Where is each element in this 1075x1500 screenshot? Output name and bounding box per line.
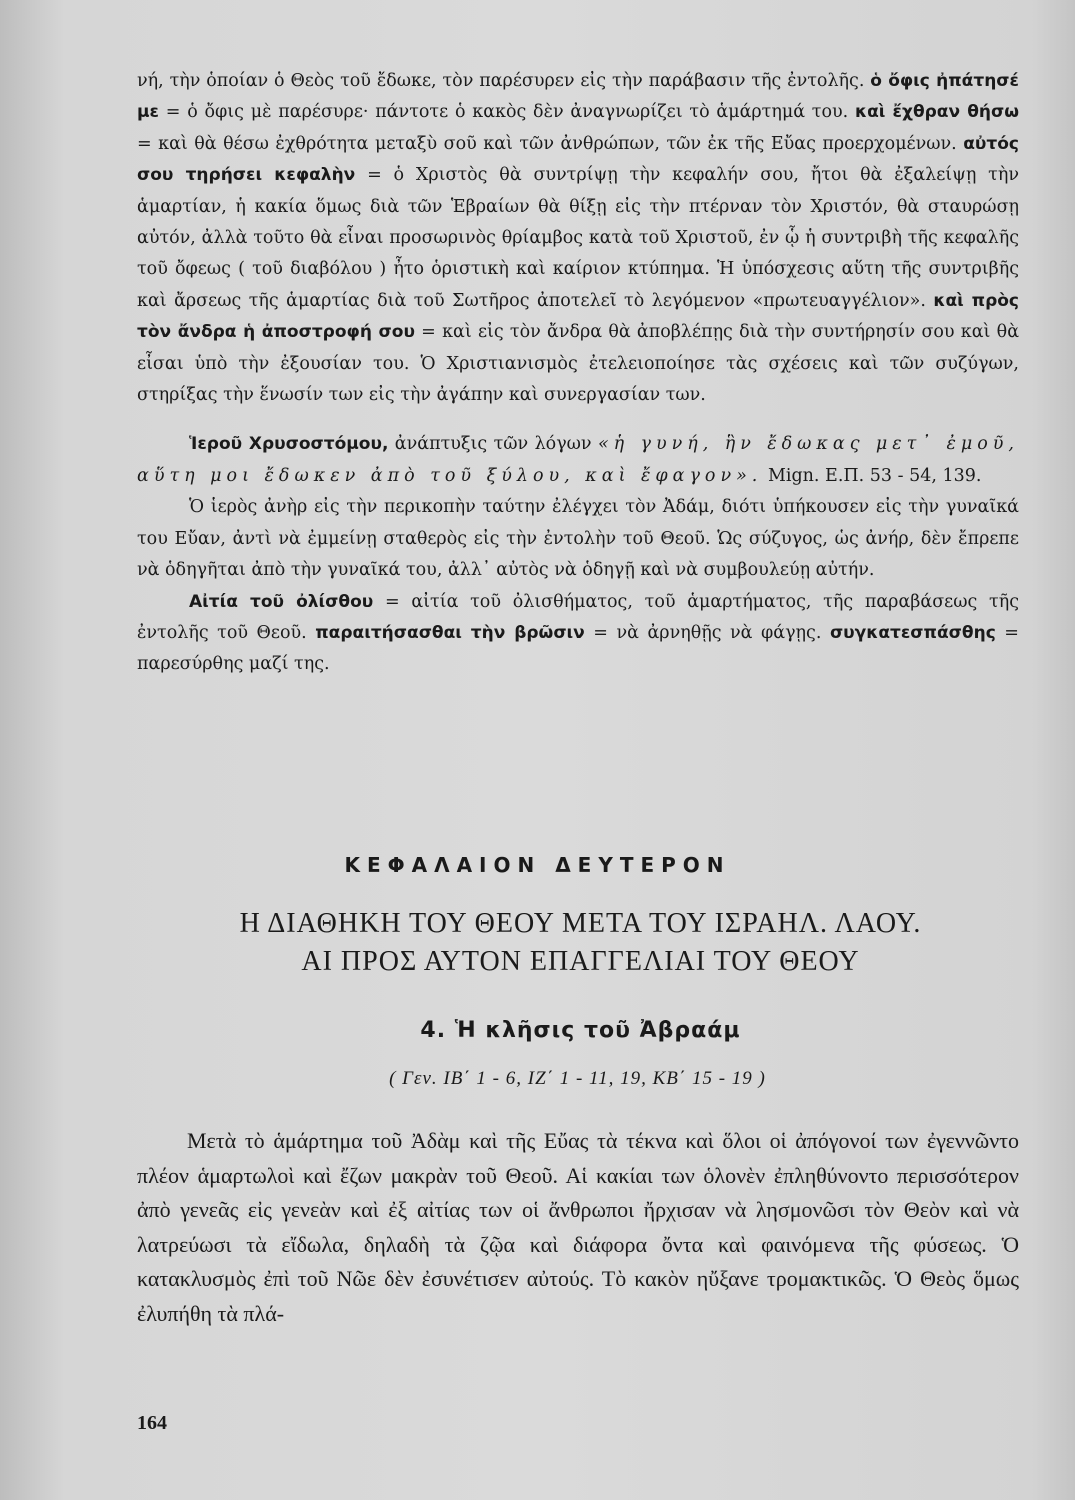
bold-term: καὶ ἔχθραν θήσω <box>855 102 1019 123</box>
section-title: 4. Ἡ κλῆσις τοῦ Ἀβραάμ <box>420 1018 741 1043</box>
bold-term: καὶ πρὸς τὸν ἄνδρα ἡ ἀποστροφή σου <box>137 290 1019 343</box>
chapter-title-line: Η ΔΙΑΘΗΚΗ ΤΟΥ ΘΕΟΥ ΜΕΤΑ ΤΟΥ ΙΣΡΑΗΛ. ΛΑΟΥ. <box>239 908 922 939</box>
text-run: = καὶ θὰ θέσω ἐχθρότητα μεταξὺ σοῦ καὶ τῶν ἀνθρώπων, τῶν ἐκ τῆς Εὔας προερχομένων. <box>137 133 964 154</box>
text-run: ἀνάπτυξις τῶν λόγων <box>388 434 598 455</box>
explanation-paragraph: Ὁ ἱερὸς ἀνὴρ εἰς τὴν περικοπὴν ταύτην ἐλέγχει τὸν Ἀδάμ, διότι ὑπήκουσεν εἰς τὴν γυναῖκά του Εὔαν, ἀντὶ νὰ ἐμμείνῃ σταθερὸς εἰς τὴν ἐντολὴν τοῦ Θεοῦ. Ὡς σύζυγος, ὡς ἀνήρ, δὲν ἔπρεπε νὰ ὁδηγῆται ἀπὸ τὴν γυναῖκά του, ἀλλ᾽ αὐτὸς νὰ ὁδηγῇ καὶ νὰ συμβουλεύῃ αὐτήν. <box>137 497 1019 581</box>
text-run: = νὰ ἀρνηθῇς νὰ φάγῃς. <box>584 622 830 643</box>
spaced-quotation: «ἡ γυνή, ἣν ἔδωκας μετ᾽ ἐμοῦ, αὕτη μοι ἔδωκεν ἀπὸ τοῦ ξύλου, καὶ ἔφαγον». <box>137 434 1019 486</box>
bold-term: Αἰτία τοῦ ὀλίσθου <box>189 591 374 612</box>
commentary-paragraph <box>137 66 1019 411</box>
bold-term: ὁ ὄφις ἠπάτησέ με <box>137 71 1020 123</box>
text-run: = παρεσύρθης μαζί της. <box>137 622 1019 675</box>
page-number: 164 <box>137 1412 167 1434</box>
chapter-title <box>0 905 1075 981</box>
bold-term: παραιτήσασθαι τὴν βρῶσιν <box>315 622 585 643</box>
bold-term: αὐτός σου τηρήσει κεφαλὴν <box>137 133 1019 186</box>
section-reference: ( Γεν. ΙΒ΄ 1 - 6, ΙΖ΄ 1 - 11, 19, ΚΒ΄ 15 - 19 ) <box>389 1068 766 1089</box>
chrysostom-citation <box>137 429 1019 492</box>
section-body: Μετὰ τὸ ἁμάρτημα τοῦ Ἀδὰμ καὶ τῆς Εὔας τὰ τέκνα καὶ ὅλοι οἱ ἀπόγονοί των ἐγεννῶντο πλέον ἁμαρτωλοὶ καὶ ἔζων μακρὰν τοῦ Θεοῦ. Αἱ κακίαι των ὁλονὲν ἐπληθύνοντο περισσότερον ἀπὸ γενεᾶς εἰς γενεὰν καὶ ἐξ αἰτίας των οἱ ἄνθρωποι ἤρχισαν νὰ λησμονῶσι τὸν Θεὸν καὶ νὰ λατρεύωσι τὰ εἴδωλα, δηλαδὴ τὰ ζῷα καὶ διάφορα ὄντα καὶ φαινόμενα τῆς φύσεως. Ὁ κατακλυσμὸς ἐπὶ τοῦ Νῶε δὲν ἐσυνέτισεν αὐτούς. Τὸ κακὸν ηὔξανε τρομακτικῶς. Ὁ Θεὸς ὅμως ἐλυπήθη τὰ πλά- <box>137 1128 1019 1326</box>
bold-term: Ἱεροῦ Χρυσοστόμου, <box>189 434 389 455</box>
chapter-title-line: ΑΙ ΠΡΟΣ ΑΥΤΟΝ ΕΠΑΓΓΕΛΙΑΙ ΤΟΥ ΘΕΟΥ <box>301 946 860 977</box>
text-run: = καὶ εἰς τὸν ἄνδρα θὰ ἀποβλέπῃς διὰ τὴν συντήρησίν σου καὶ θὰ εἶσαι ὑπὸ τὴν ἐξουσίαν του. Ὁ Χριστιανισμὸς ἐτελειοποίησε τὰς σχέσεις καὶ τῶν συζύγων, στηρίξας τὴν ἕνωσίν των εἰς τὴν ἀγάπην καὶ συνεργασίαν των. <box>137 322 1020 406</box>
text-run: = ὁ ὄφις μὲ παρέσυρε· πάντοτε ὁ κακὸς δὲν ἀναγνωρίζει τὸ ἁμάρτημά του. <box>158 102 856 123</box>
text-run: Mign. Ε.Π. 53 - 54, 139. <box>762 465 982 486</box>
bold-term: συγκατεσπάσθης <box>829 622 996 643</box>
chapter-label: ΚΕΦΑΛΑΙΟΝ ΔΕΥΤΕΡΟΝ <box>344 853 731 877</box>
text-run: = ὁ Χριστὸς θὰ συντρίψῃ τὴν κεφαλήν σου, ἤτοι θὰ ἐξαλείψῃ τὴν ἁμαρτίαν, ἡ κακία ὅμως διὰ τῶν Ἑβραίων θὰ θίξῃ εἰς τὴν πτέρναν τὸν Χριστόν, θὰ σταυρώσῃ αὐτόν, ἀλλὰ τοῦτο θὰ εἶναι προσωρινὸς θρίαμβος κατὰ τοῦ Χριστοῦ, ἐν ᾧ ἡ συντριβὴ τῆς κεφαλῆς τοῦ ὄφεως ( τοῦ διαβόλου ) ἦτο ὁριστικὴ καὶ καίριον κτύπημα. Ἡ ὑπόσχεσις αὕτη τῆς συντριβῆς καὶ ἄρσεως τῆς ἁμαρτίας διὰ τοῦ Σωτῆρος ἀποτελεῖ τὸ λεγόμενον «πρωτευαγγέλιον». <box>137 165 1019 311</box>
text-run: = αἰτία τοῦ ὀλισθήματος, τοῦ ἁμαρτήματος, τῆς παραβάσεως τῆς ἐντολῆς τοῦ Θεοῦ. <box>137 591 1019 643</box>
glossary-paragraph <box>137 587 1019 681</box>
commentary-block <box>137 66 1019 681</box>
text-run: νή, τὴν ὁποίαν ὁ Θεὸς τοῦ ἔδωκε, τὸν παρέσυρεν εἰς τὴν παράβασιν τῆς ἐντολῆς. <box>137 71 871 91</box>
